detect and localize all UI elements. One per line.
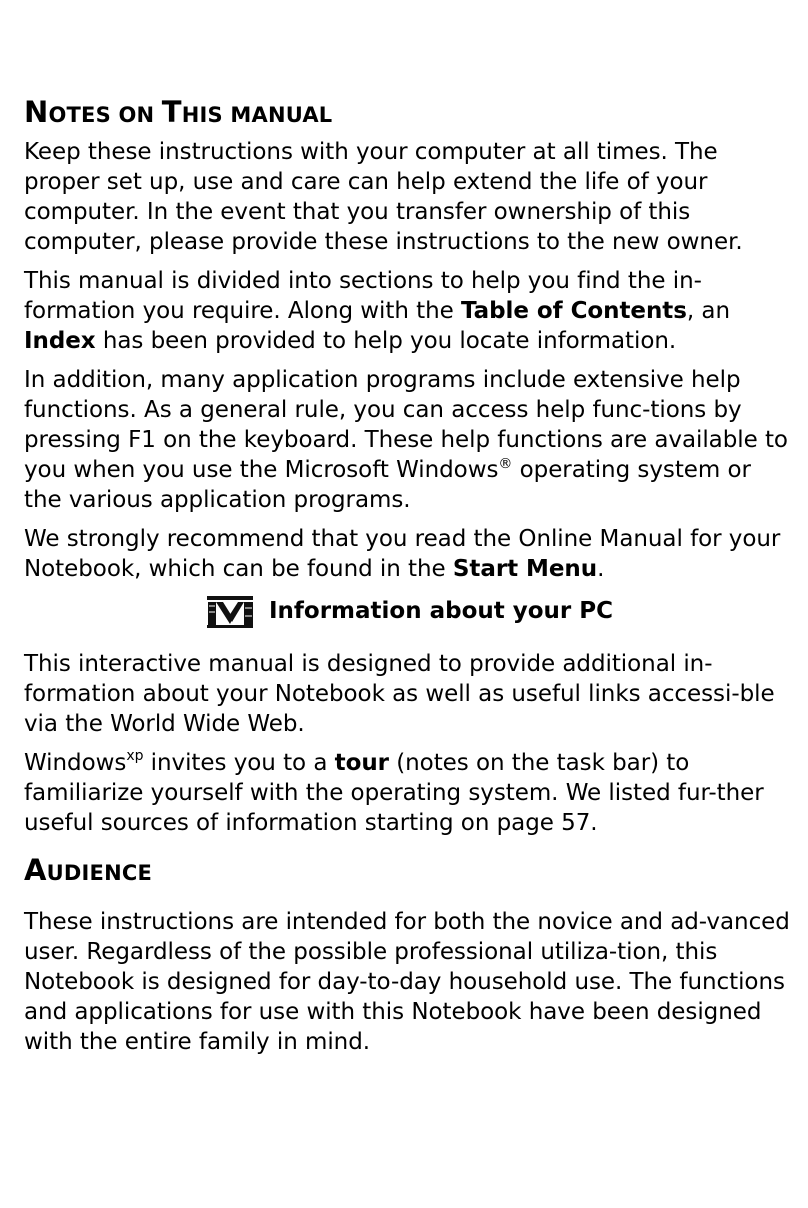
start-menu-term: Start Menu — [452, 556, 598, 582]
text-run: Windows — [24, 750, 127, 776]
heading-text: HIS MANUAL — [181, 103, 333, 127]
tour-term: tour — [334, 750, 389, 776]
text-run: operating system or the various application programs. — [24, 457, 751, 513]
text-run: invites you to a — [143, 750, 335, 776]
text-run: , an — [686, 298, 730, 324]
text-run: This manual is divided into sections to help you find the in-formation you require. Along with the — [24, 268, 702, 324]
heading-text: UDIENCE — [46, 861, 153, 885]
audience-paragraph: These instructions are intended for both the novice and ad-vanced user. Regardless of the possible professional utiliza-tion, this Notebook is designed for day-to-day household use. The functions and applications for use with this Notebook have been designed with the entire family in mind. — [24, 909, 790, 1055]
registered-mark: ® — [498, 456, 513, 472]
heading-initial: T — [161, 95, 182, 129]
text-run: . — [597, 556, 605, 582]
info-paragraph-2 — [24, 748, 794, 838]
text-run: has been provided to help you locate information. — [95, 328, 677, 354]
info-heading-row — [24, 593, 794, 629]
audience-heading — [24, 853, 794, 887]
heading-initial: A — [24, 853, 47, 887]
notes-paragraph-3 — [24, 365, 794, 515]
text-run: In addition, many application programs include extensive help functions. As a general rule, you can access help func-tions by pressing F1 on the keyboard. These help functions are available to you when you use the Microsoft Windows — [24, 367, 788, 483]
xp-superscript: xp — [126, 748, 144, 764]
notes-paragraph-1: Keep these instructions with your computer at all times. The proper set up, use and care can help extend the life of your computer. In the event that you transfer ownership of this computer, please provide these instructions to the new owner. — [24, 139, 743, 255]
text-run: We strongly recommend that you read the Online Manual for your Notebook, which can be found in the — [24, 526, 781, 582]
heading-initial: N — [24, 95, 49, 129]
notes-heading — [24, 95, 794, 129]
index-term: Index — [24, 328, 96, 354]
info-title: Information about your PC — [268, 598, 614, 624]
info-paragraph-1: This interactive manual is designed to provide additional in-formation about your Notebook as well as useful links accessi-ble via the World Wide Web. — [24, 651, 775, 737]
notes-paragraph-4 — [24, 524, 794, 584]
medion-logo-icon — [205, 594, 255, 628]
manual-page — [24, 95, 794, 1066]
heading-text: OTES ON — [48, 103, 162, 127]
text-run: (notes on the task bar) to familiarize yourself with the operating system. We listed fur-ther useful sources of information starting on page 57. — [24, 750, 764, 836]
table-of-contents-term: Table of Contents — [461, 298, 687, 324]
notes-paragraph-2 — [24, 266, 794, 356]
